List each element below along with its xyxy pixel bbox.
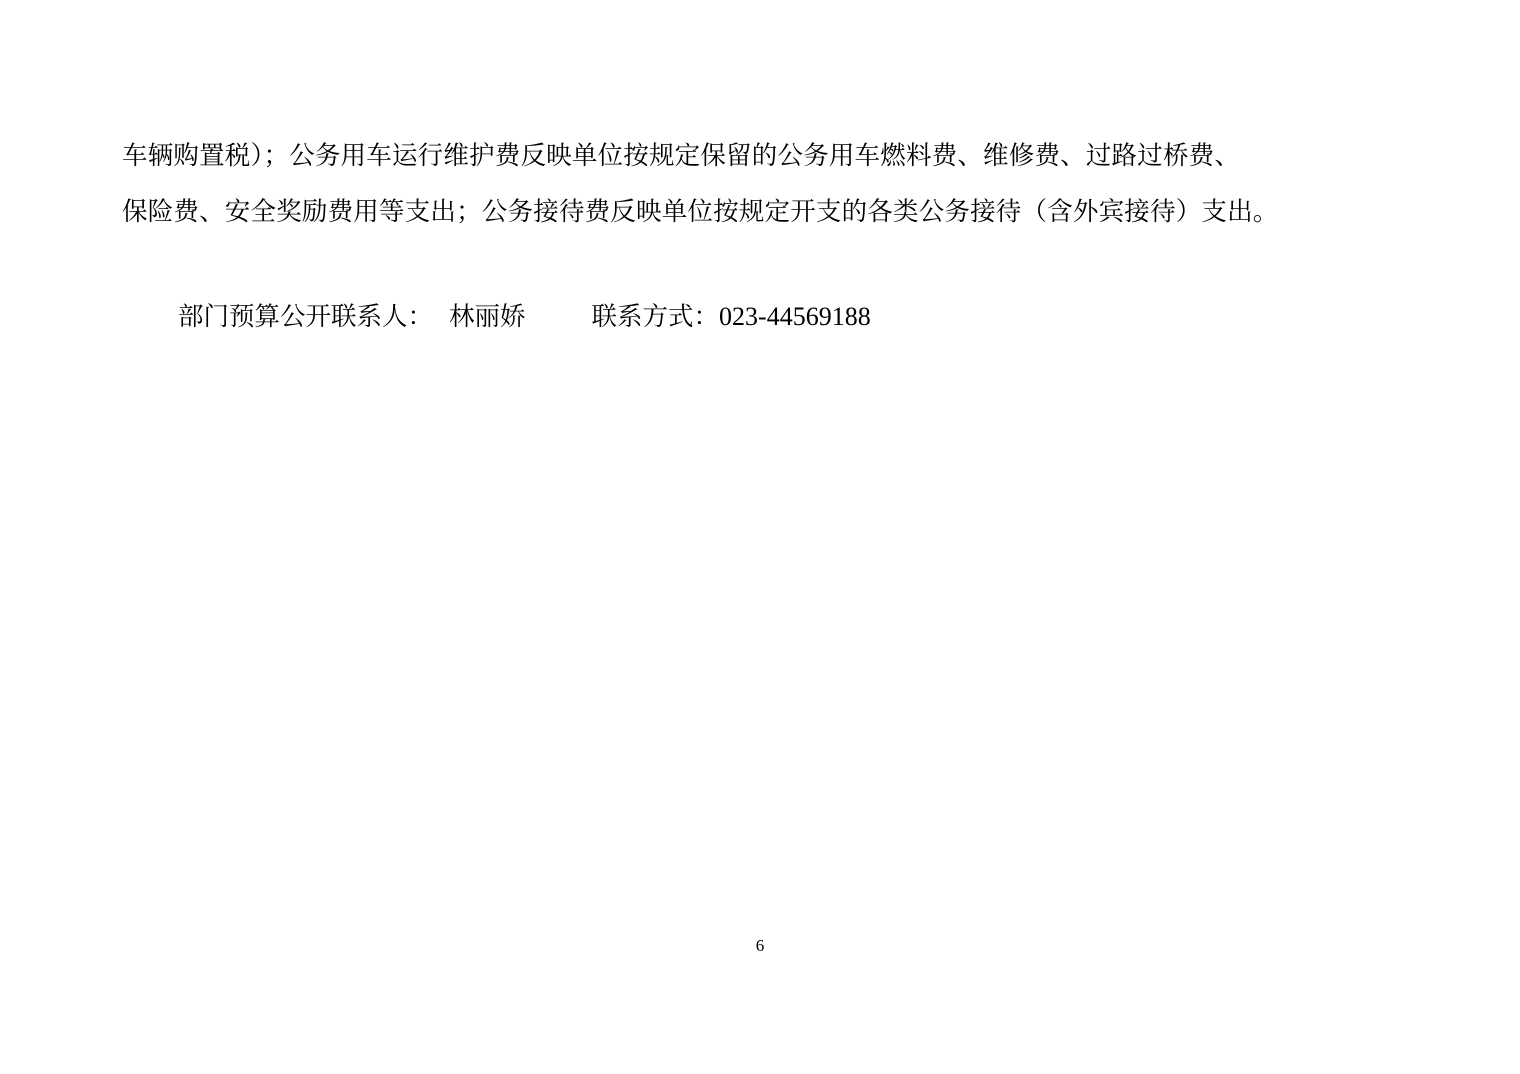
paragraph-block: [122, 128, 1402, 240]
page-number: 6: [755, 936, 765, 955]
contact-block: [122, 296, 1402, 338]
contact-line: [122, 296, 1402, 338]
contact-person-label: 部门预算公开联系人：: [178, 303, 434, 331]
contact-person-name: 林丽娇: [449, 303, 526, 331]
contact-phone-label: 联系方式：: [591, 303, 720, 331]
paragraph-line-1: 车辆购置税）；公务用车运行维护费反映单位按规定保留的公务用车燃料费、维修费、过路过桥费、: [122, 142, 1241, 170]
paragraph-line-2: 保险费、安全奖励费用等支出；公务接待费反映单位按规定开支的各类公务接待（含外宾接待）支出。: [122, 198, 1279, 226]
contact-phone-value: 023-44569188: [719, 302, 871, 331]
